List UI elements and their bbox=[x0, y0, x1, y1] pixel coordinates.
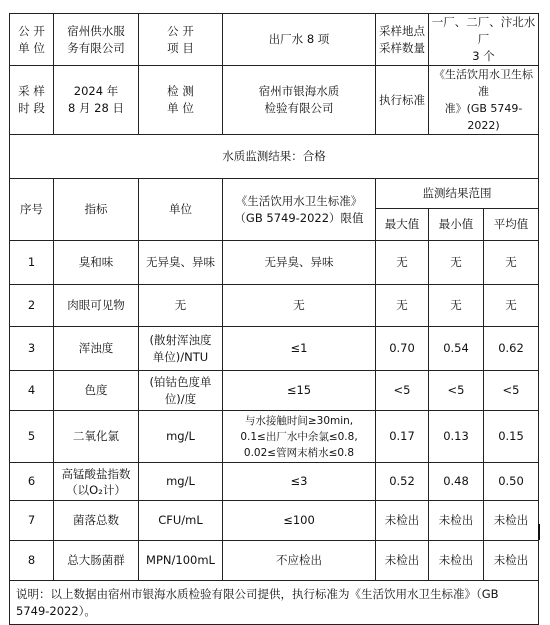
result-row bbox=[10, 135, 539, 179]
col-min: 最小值 bbox=[429, 209, 484, 241]
cell-limit: ≤15 bbox=[223, 371, 376, 411]
cell-no: 4 bbox=[10, 371, 54, 411]
cell-max: 未检出 bbox=[376, 501, 429, 541]
period-value: 2024 年 8 月 28 日 bbox=[54, 66, 139, 135]
cell-limit: ≤3 bbox=[223, 463, 376, 501]
col-max: 最大值 bbox=[376, 209, 429, 241]
cell-no: 8 bbox=[10, 541, 54, 581]
cell-indicator: 总大肠菌群 bbox=[54, 541, 139, 581]
table-row bbox=[10, 463, 539, 501]
header-row-1 bbox=[10, 14, 539, 66]
cell-max: 0.70 bbox=[376, 327, 429, 371]
cell-avg: 0.50 bbox=[484, 463, 539, 501]
cell-no: 2 bbox=[10, 285, 54, 327]
table-row bbox=[10, 371, 539, 411]
cell-max: 未检出 bbox=[376, 541, 429, 581]
cell-no: 7 bbox=[10, 501, 54, 541]
table-row bbox=[10, 241, 539, 285]
cell-indicator: 高锰酸盐指数 （以O₂计） bbox=[54, 463, 139, 501]
data-rows bbox=[10, 241, 539, 581]
cell-no: 3 bbox=[10, 327, 54, 371]
cell-avg: 0.62 bbox=[484, 327, 539, 371]
cell-limit: 与水接触时间≥30min, 0.1≤出厂水中余氯≤0.8, 0.02≤管网末梢水≤0.8 bbox=[223, 411, 376, 463]
cell-indicator: 菌落总数 bbox=[54, 501, 139, 541]
cell-unit: mg/L bbox=[139, 411, 223, 463]
cell-limit: 不应检出 bbox=[223, 541, 376, 581]
header-row-2 bbox=[10, 66, 539, 135]
cell-unit: (铂钴色度单 位)/度 bbox=[139, 371, 223, 411]
cell-avg: 未检出 bbox=[484, 501, 539, 541]
cell-indicator: 臭和味 bbox=[54, 241, 139, 285]
table-row bbox=[10, 541, 539, 581]
cell-limit: ≤1 bbox=[223, 327, 376, 371]
cell-min: 未检出 bbox=[429, 541, 484, 581]
cell-min: 无 bbox=[429, 241, 484, 285]
cell-no: 1 bbox=[10, 241, 54, 285]
cell-indicator: 二氧化氯 bbox=[54, 411, 139, 463]
cell-avg: <5 bbox=[484, 371, 539, 411]
cell-max: 无 bbox=[376, 285, 429, 327]
table-row bbox=[10, 285, 539, 327]
cell-max: 无 bbox=[376, 241, 429, 285]
water-quality-table bbox=[9, 13, 539, 625]
col-limit: 《生活饮用水卫生标准》 （GB 5749-2022）限值 bbox=[223, 179, 376, 241]
period-label: 采 样 时 段 bbox=[10, 66, 54, 135]
cell-max: 0.17 bbox=[376, 411, 429, 463]
result-line: 水质监测结果：合格 bbox=[10, 135, 539, 179]
cell-limit: 无异臭、异味 bbox=[223, 241, 376, 285]
cell-limit: 无 bbox=[223, 285, 376, 327]
cell-min: 0.13 bbox=[429, 411, 484, 463]
cell-unit: mg/L bbox=[139, 463, 223, 501]
org-value: 宿州市银海水质 检验有限公司 bbox=[223, 66, 376, 135]
unit-value: 宿州供水服 务有限公司 bbox=[54, 14, 139, 66]
cell-min: 0.54 bbox=[429, 327, 484, 371]
cell-indicator: 色度 bbox=[54, 371, 139, 411]
cell-unit: (散射浑浊度 单位)/NTU bbox=[139, 327, 223, 371]
cell-max: 0.52 bbox=[376, 463, 429, 501]
cell-indicator: 肉眼可见物 bbox=[54, 285, 139, 327]
cell-avg: 0.15 bbox=[484, 411, 539, 463]
org-label: 检 测 单 位 bbox=[139, 66, 223, 135]
cell-min: <5 bbox=[429, 371, 484, 411]
col-indicator: 指标 bbox=[54, 179, 139, 241]
table-row bbox=[10, 501, 539, 541]
cell-min: 无 bbox=[429, 285, 484, 327]
col-avg: 平均值 bbox=[484, 209, 539, 241]
cell-unit: 无异臭、异味 bbox=[139, 241, 223, 285]
item-value: 出厂水 8 项 bbox=[223, 14, 376, 66]
col-unit: 单位 bbox=[139, 179, 223, 241]
std-label: 执行标准 bbox=[376, 66, 429, 135]
cell-unit: MPN/100mL bbox=[139, 541, 223, 581]
cell-no: 5 bbox=[10, 411, 54, 463]
cell-avg: 无 bbox=[484, 285, 539, 327]
note-text: 说明：以上数据由宿州市银海水质检验有限公司提供，执行标准为《生活饮用水卫生标准》（GB 5749-2022）。 bbox=[10, 581, 539, 625]
cell-avg: 未检出 bbox=[484, 541, 539, 581]
site-label: 采样地点 采样数量 bbox=[376, 14, 429, 66]
table-row bbox=[10, 411, 539, 463]
cell-unit: 无 bbox=[139, 285, 223, 327]
cell-unit: CFU/mL bbox=[139, 501, 223, 541]
unit-label: 公 开 单 位 bbox=[10, 14, 54, 66]
cell-limit: ≤100 bbox=[223, 501, 376, 541]
std-value: 《生活饮用水卫生标准 准》(GB 5749-2022) bbox=[429, 66, 539, 135]
cell-min: 未检出 bbox=[429, 501, 484, 541]
note-row bbox=[10, 581, 539, 625]
site-value: 一厂、二厂、汴北水厂 3 个 bbox=[429, 14, 539, 66]
cell-min: 0.48 bbox=[429, 463, 484, 501]
column-header-row-1 bbox=[10, 179, 539, 209]
item-label: 公 开 项 目 bbox=[139, 14, 223, 66]
cell-indicator: 浑浊度 bbox=[54, 327, 139, 371]
edge-mark bbox=[538, 524, 540, 540]
cell-no: 6 bbox=[10, 463, 54, 501]
col-no: 序号 bbox=[10, 179, 54, 241]
cell-avg: 无 bbox=[484, 241, 539, 285]
table-row bbox=[10, 327, 539, 371]
col-range: 监测结果范围 bbox=[376, 179, 539, 209]
cell-max: <5 bbox=[376, 371, 429, 411]
